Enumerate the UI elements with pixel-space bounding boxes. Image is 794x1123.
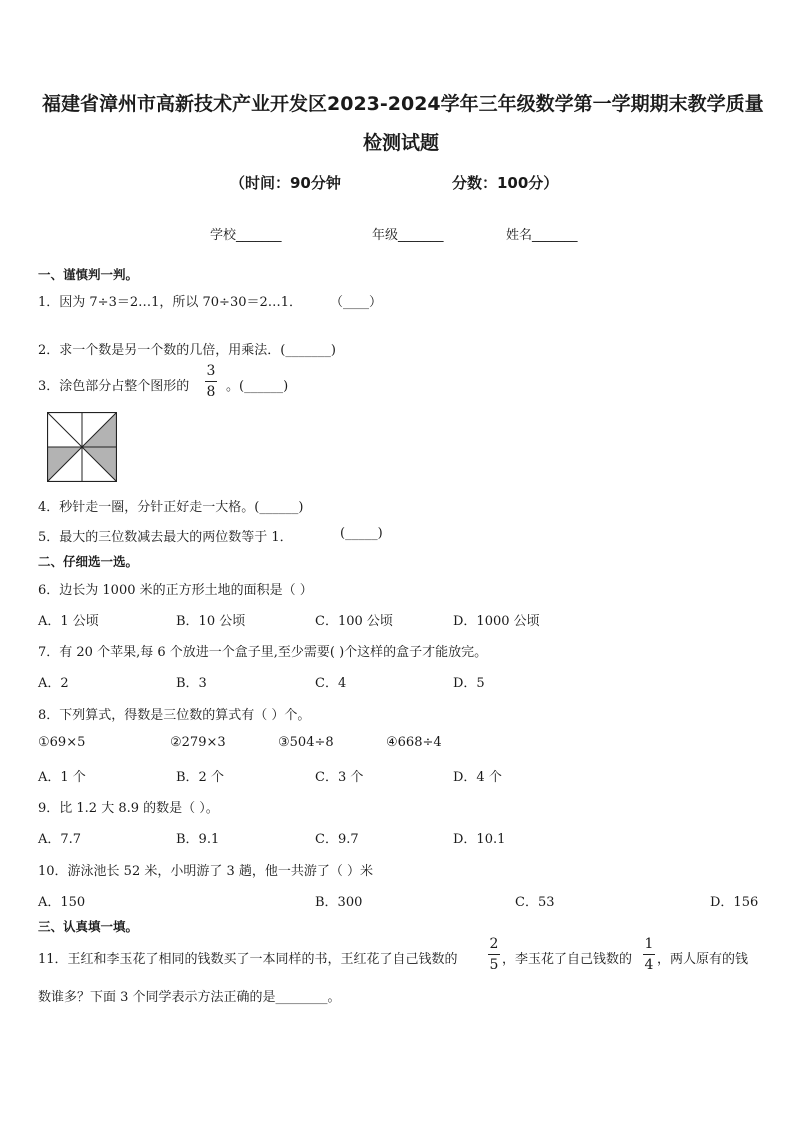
question-9-option-c: C．9.7 bbox=[315, 832, 359, 847]
divided-square-figure bbox=[47, 412, 117, 482]
question-3-blank: 。(______) bbox=[226, 379, 289, 394]
school-field: 学校_______ bbox=[210, 228, 282, 243]
fraction-denominator: 8 bbox=[206, 384, 216, 400]
question-7-option-a: A．2 bbox=[38, 676, 69, 691]
question-11-line-2: 数谁多？下面 3 个同学表示方法正确的是________。 bbox=[38, 990, 341, 1005]
question-7-option-b: B．3 bbox=[176, 676, 207, 691]
question-6-option-b: B．10 公顷 bbox=[176, 614, 246, 629]
question-6: 6．边长为 1000 米的正方形土地的面积是（ ） bbox=[38, 583, 313, 598]
question-8-option-c: C．3 个 bbox=[315, 770, 364, 785]
question-10-option-b: B．300 bbox=[315, 895, 363, 910]
question-8-option-a: A．1 个 bbox=[38, 770, 86, 785]
question-6-option-d: D．1000 公顷 bbox=[453, 614, 540, 629]
exam-time: （时间：90分钟 bbox=[230, 174, 341, 192]
question-7-option-d: D．5 bbox=[453, 676, 485, 691]
question-6-option-a: A．1 公顷 bbox=[38, 614, 99, 629]
question-10-option-c: C．53 bbox=[515, 895, 555, 910]
question-4: 4．秒针走一圈，分针正好走一大格。(______) bbox=[38, 500, 304, 515]
question-11-fraction-2 bbox=[643, 937, 655, 972]
question-1-blank: （____） bbox=[330, 295, 383, 310]
question-11-fraction-1 bbox=[488, 937, 500, 972]
question-7-option-c: C．4 bbox=[315, 676, 347, 691]
question-11-part-a: 11．王红和李玉花了相同的钱数买了一本同样的书，王红花了自己钱数的 bbox=[38, 952, 458, 967]
question-2: 2．求一个数是另一个数的几倍，用乘法．(_______) bbox=[38, 343, 336, 358]
exam-score: 分数：100分） bbox=[452, 174, 559, 192]
fraction-numerator: 2 bbox=[489, 936, 499, 952]
question-10-option-d: D．156 bbox=[710, 895, 759, 910]
question-8-item-2: ②279×3 bbox=[170, 735, 226, 750]
fraction-denominator: 4 bbox=[644, 957, 654, 973]
question-10: 10．游泳池长 52 米，小明游了 3 趟，他一共游了（ ）米 bbox=[38, 864, 374, 879]
question-5: 5．最大的三位数减去最大的两位数等于 1． bbox=[38, 530, 293, 545]
question-8-item-3: ③504÷8 bbox=[278, 735, 334, 750]
question-11-part-b: ，李玉花了自己钱数的 bbox=[502, 952, 633, 967]
question-3-fraction bbox=[205, 364, 217, 399]
exam-title-line2: 检测试题 bbox=[363, 132, 440, 154]
section-2-heading: 二、仔细选一选。 bbox=[38, 554, 139, 569]
fraction-bar bbox=[643, 954, 655, 955]
question-8-option-b: B．2 个 bbox=[176, 770, 224, 785]
question-9-option-d: D．10.1 bbox=[453, 832, 506, 847]
question-3-text: 3．涂色部分占整个图形的 bbox=[38, 379, 190, 394]
exam-title-line1: 福建省漳州市高新技术产业开发区2023-2024学年三年级数学第一学期期末教学质量 bbox=[42, 93, 764, 115]
question-7: 7．有 20 个苹果,每 6 个放进一个盒子里,至少需要( )个这样的盒子才能放完。 bbox=[38, 645, 488, 660]
section-3-heading: 三、认真填一填。 bbox=[38, 919, 139, 934]
fraction-bar bbox=[488, 954, 500, 955]
grade-field: 年级_______ bbox=[372, 228, 444, 243]
question-8-option-d: D．4 个 bbox=[453, 770, 502, 785]
fraction-denominator: 5 bbox=[489, 957, 499, 973]
question-9-option-a: A．7.7 bbox=[38, 832, 82, 847]
question-9: 9．比 1.2 大 8.9 的数是（ ）。 bbox=[38, 801, 219, 816]
question-8: 8．下列算式，得数是三位数的算式有（ ）个。 bbox=[38, 708, 311, 723]
question-11-part-c: ，两人原有的钱 bbox=[657, 952, 749, 967]
section-1-heading: 一、谨慎判一判。 bbox=[38, 267, 139, 282]
question-5-blank: (_____) bbox=[340, 526, 383, 541]
question-10-option-a: A．150 bbox=[38, 895, 86, 910]
question-8-item-1: ①69×5 bbox=[38, 735, 86, 750]
question-1: 1．因为 7÷3＝2…1，所以 70÷30＝2…1． bbox=[38, 295, 303, 310]
fraction-numerator: 3 bbox=[206, 363, 216, 379]
question-6-option-c: C．100 公顷 bbox=[315, 614, 393, 629]
question-8-item-4: ④668÷4 bbox=[386, 735, 442, 750]
question-9-option-b: B．9.1 bbox=[176, 832, 220, 847]
fraction-bar bbox=[205, 381, 217, 382]
fraction-numerator: 1 bbox=[644, 936, 654, 952]
name-field: 姓名_______ bbox=[506, 228, 578, 243]
